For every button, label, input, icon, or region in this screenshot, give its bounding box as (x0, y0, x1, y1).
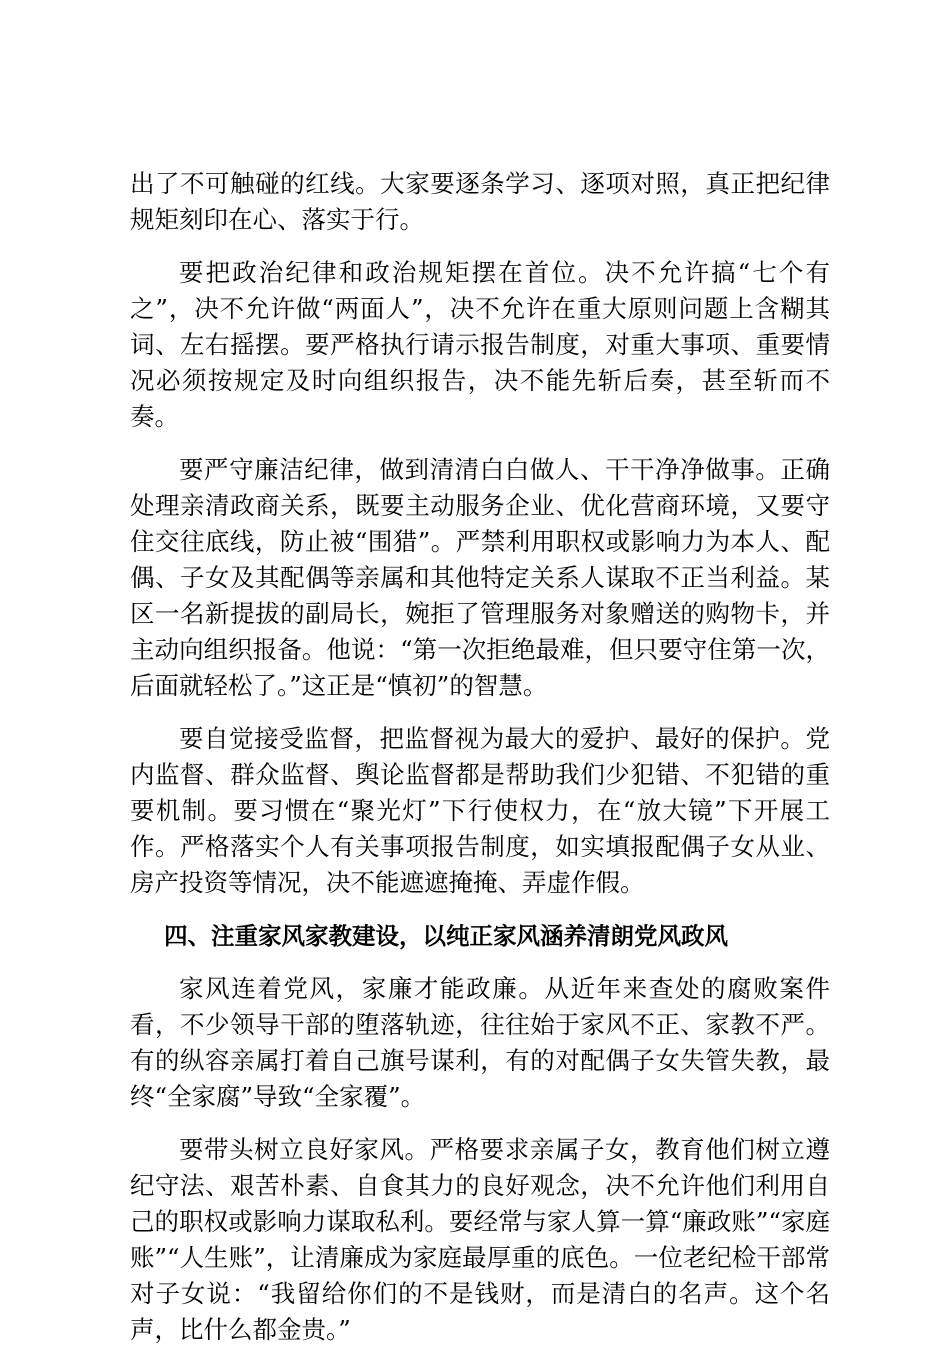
paragraph-4: 要自觉接受监督，把监督视为最大的爱护、最好的保护。党内监督、群众监督、舆论监督都是帮助我们少犯错、不犯错的重要机制。要习惯在“聚光灯”下行使权力，在“放大镜”下开展工作。严格落实个人有关事项报告制度，如实填报配偶子女从业、房产投资等情况，决不能遮遮掩掩、弄虚作假。 (130, 724, 830, 897)
paragraph-5: 家风连着党风，家廉才能政廉。从近年来查处的腐败案件看，不少领导干部的堕落轨迹，往往始于家风不正、家教不严。有的纵容亲属打着自己旗号谋利，有的对配偶子女失管失教，最终“全家腐”导致“全家覆”。 (130, 974, 830, 1111)
paragraph-1: 出了不可触碰的红线。大家要逐条学习、逐项对照，真正把纪律规矩刻印在心、落实于行。 (130, 169, 830, 234)
paragraph-6: 要带头树立良好家风。严格要求亲属子女，教育他们树立遵纪守法、艰苦朴素、自食其力的良好观念，决不允许他们利用自己的职权或影响力谋取私利。要经常与家人算一算“廉政账”“家庭账”“人生账”，让清廉成为家庭最厚重的底色。一位老纪检干部常对子女说：“我留给你们的不是钱财，而是清白的名声。这个名声，比什么都金贵。” (130, 1135, 830, 1344)
paragraph-3: 要严守廉洁纪律，做到清清白白做人、干干净净做事。正确处理亲清政商关系，既要主动服务企业、优化营商环境，又要守住交往底线，防止被“围猎”。严禁利用职权或影响力为本人、配偶、子女及其配偶等亲属和其他特定关系人谋取不正当利益。某区一名新提拔的副局长，婉拒了管理服务对象赠送的购物卡，并主动向组织报备。他说：“第一次拒绝最难，但只要守住第一次，后面就轻松了。”这正是“慎初”的智慧。 (130, 455, 830, 700)
paragraph-2: 要把政治纪律和政治规矩摆在首位。决不允许搞“七个有之”，决不允许做“两面人”，决不允许在重大原则问题上含糊其词、左右摇摆。要严格执行请示报告制度，对重大事项、重要情况必须按规定及时向组织报告，决不能先斩后奏，甚至斩而不奏。 (130, 258, 830, 431)
section-heading: 四、注重家风家教建设，以纯正家风涵养清朗党风政风 (164, 922, 729, 950)
document-page (130, 166, 830, 1365)
